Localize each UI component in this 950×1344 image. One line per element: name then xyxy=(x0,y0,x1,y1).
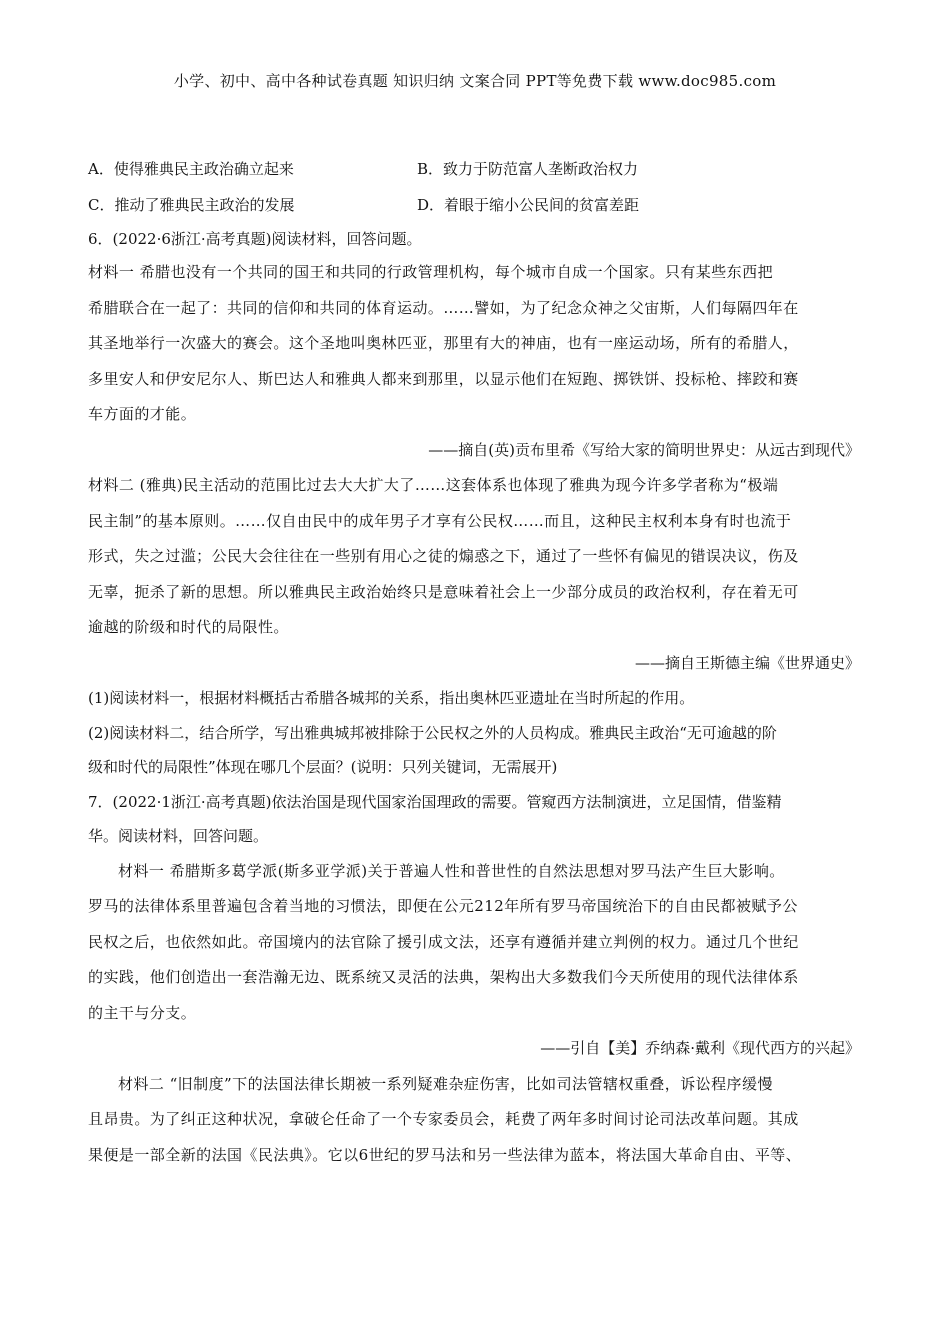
option-c: C．推动了雅典民主政治的发展 xyxy=(88,195,295,214)
q6-material-1 xyxy=(88,255,860,468)
q6-material-2 xyxy=(88,468,860,681)
material-line: 材料一 希腊也没有一个共同的国王和共同的行政管理机构，每个城市自成一个国家。只有某些东西把 xyxy=(88,263,774,281)
option-b: B．致力于防范富人垄断政治权力 xyxy=(417,160,639,178)
material-source: ——摘自王斯德主编《世界通史》 xyxy=(634,653,860,672)
q5-options xyxy=(88,152,860,223)
q7-stem xyxy=(88,785,860,854)
material-line: 无辜，扼杀了新的思想。所以雅典民主政治始终只是意味着社会上一少部分成员的政治权利，存在着无可 xyxy=(88,582,799,601)
page-header: 小学、初中、高中各种试卷真题 知识归纳 文案合同 PPT等免费下载 www.doc985.com xyxy=(173,72,777,90)
material-line: 希腊联合在一起了：共同的信仰和共同的体育运动。……譬如，为了纪念众神之父宙斯，人们每隔四年在 xyxy=(88,298,799,317)
material-line: 民主制”的基本原则。……仅自由民中的成年男子才享有公民权……而且，这种民主权利本身有时也流于 xyxy=(88,511,792,530)
material-line: 果便是一部全新的法国《民法典》。它以6世纪的罗马法和另一些法律为蓝本，将法国大革命自由、平等、 xyxy=(88,1145,802,1164)
material-source: ——摘自(英)贡布里希《写给大家的简明世界史：从远古到现代》 xyxy=(428,440,860,459)
material-source: ——引自【美】乔纳森·戴利《现代西方的兴起》 xyxy=(540,1039,860,1057)
material-line: 车方面的才能。 xyxy=(88,405,197,423)
material-line: 且昂贵。为了纠正这种状况，拿破仑任命了一个专家委员会，耗费了两年多时间讨论司法改革问题。其成 xyxy=(88,1110,799,1128)
material-line: 逾越的阶级和时代的局限性。 xyxy=(88,618,289,636)
material-line: 的实践，他们创造出一套浩瀚无边、既系统又灵活的法典，架构出大多数我们今天所使用的现代法律体系 xyxy=(88,968,799,986)
stem-line: 华。阅读材料，回答问题。 xyxy=(88,827,269,845)
q6-questions xyxy=(88,681,860,785)
option-d: D．着眼于缩小公民间的贫富差距 xyxy=(417,195,640,214)
material-line: 其圣地举行一次盛大的赛会。这个圣地叫奥林匹亚，那里有大的神庙，也有一座运动场，所有的希腊人， xyxy=(88,334,799,352)
q7-material-2 xyxy=(88,1067,860,1174)
q6-stem: 6．(2022·6浙江·高考真题)阅读材料，回答问题。 xyxy=(88,230,422,248)
material-line: 罗马的法律体系里普遍包含着当地的习惯法，即便在公元212年所有罗马帝国统治下的自由民都被赋予公 xyxy=(88,897,798,915)
material-line: 材料二 (雅典)民主活动的范围比过去大大扩大了……这套体系也体现了雅典为现今许多学者称为“极端 xyxy=(88,476,779,494)
stem-line: 7．(2022·1浙江·高考真题)依法治国是现代国家治国理政的需要。管窥西方法制演进，立足国情，借鉴精 xyxy=(88,792,782,811)
question-line: 级和时代的局限性”体现在哪几个层面？(说明：只列关键词，无需展开) xyxy=(88,758,558,776)
material-line: 材料一 希腊斯多葛学派(斯多亚学派)关于普遍人性和普世性的自然法思想对罗马法产生巨大影响。 xyxy=(118,861,785,880)
material-line: 形式，失之过滥；公民大会往往在一些别有用心之徒的煽惑之下，通过了一些怀有偏见的错误决议，伤及 xyxy=(88,547,799,565)
q7-material-1 xyxy=(88,854,860,1067)
question-line: (1)阅读材料一，根据材料概括古希腊各城邦的关系，指出奥林匹亚遗址在当时所起的作用。 xyxy=(88,689,695,707)
question-line: (2)阅读材料二，结合所学，写出雅典城邦被排除于公民权之外的人员构成。雅典民主政治“无可逾越的阶 xyxy=(88,723,777,742)
material-line: 民权之后，也依然如此。帝国境内的法官除了援引成文法，还享有遵循并建立判例的权力。通过几个世纪 xyxy=(88,932,799,951)
option-a: A．使得雅典民主政治确立起来 xyxy=(88,160,294,178)
content-body xyxy=(88,152,860,1173)
material-line: 多里安人和伊安尼尔人、斯巴达人和雅典人都来到那里，以显示他们在短跑、掷铁饼、投标枪、摔跤和赛 xyxy=(88,369,799,388)
material-line: 的主干与分支。 xyxy=(88,1003,197,1022)
material-line: 材料二 “旧制度”下的法国法律长期被一系列疑难杂症伤害，比如司法管辖权重叠，诉讼程序缓慢 xyxy=(118,1074,773,1093)
